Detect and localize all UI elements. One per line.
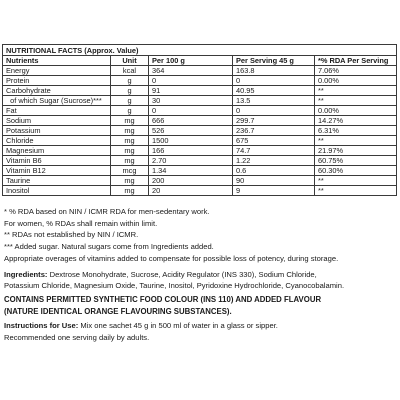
table-row [3,176,397,186]
value-per-100g: 200 [149,176,233,186]
nutrient-unit: mg [111,176,149,186]
contains-line-1: CONTAINS PERMITTED SYNTHETIC FOOD COLOUR (INS 110) AND ADDED FLAVOUR [4,294,322,304]
nutrient-name: Fat [3,106,111,116]
value-per-100g: 1500 [149,136,233,146]
nutrient-unit: g [111,106,149,116]
nutrient-name: Vitamin B12 [3,166,111,176]
value-per-100g: 91 [149,86,233,96]
nutrient-name: Energy [3,66,111,76]
instructions-text-2: Recommended one serving daily by adults. [4,333,150,343]
added-sugar-note: *** Added sugar. Natural sugars come from Ingredients added. [4,242,214,252]
table-row [3,186,397,196]
nutrient-name: Carbohydrate [3,86,111,96]
nutrient-unit: mg [111,156,149,166]
rda-note-2: For women, % RDAs shall remain within limit. [4,218,158,228]
value-per-serving: 74.7 [233,146,315,156]
table-row [3,136,397,146]
ingredients-text-2: Potassium Chloride, Magnesium Oxide, Taurine, Inositol, Pyridoxine Hydrochloride, Cyanocobalamin. [4,281,345,291]
overages-note: Appropriate overages of vitamins added to compensate for possible loss of potency, during storage. [4,253,339,263]
value-per-100g: 1.34 [149,166,233,176]
rda-note-1: * % RDA based on NIN / ICMR RDA for men-sedentary work. [4,207,210,216]
nutrient-name: Protein [3,76,111,86]
value-per-100g: 0 [149,76,233,86]
instructions-label: Instructions for Use: [4,321,79,331]
table-row [3,66,397,76]
rda-percent: 21.97% [315,146,397,156]
nutrient-unit: kcal [111,66,149,76]
value-per-100g: 2.70 [149,156,233,166]
rda-percent: 60.30% [315,166,397,176]
nutrition-panel [2,44,396,196]
instructions-text-1: Mix one sachet 45 g in 500 ml of water in a glass or sipper. [78,321,278,331]
instructions-line-1 [4,320,396,332]
nutrient-name: Chloride [3,136,111,146]
value-per-100g: 30 [149,96,233,106]
value-per-serving: 236.7 [233,126,315,136]
nutrient-unit: g [111,86,149,96]
rda-percent: 60.75% [315,156,397,166]
nutrient-unit: mg [111,126,149,136]
ingredients-label: Ingredients: [4,269,48,279]
nutrient-unit: g [111,96,149,106]
value-per-serving: 90 [233,176,315,186]
nutrient-name: of which Sugar (Sucrose)*** [3,96,111,106]
rda-percent: ** [315,136,397,146]
rda-not-established-note: ** RDAs not established by NIN / ICMR. [4,230,139,240]
value-per-serving: 299.7 [233,116,315,126]
value-per-serving: 0.6 [233,166,315,176]
value-per-100g: 166 [149,146,233,156]
nutrition-table [2,44,397,196]
value-per-serving: 40.95 [233,86,315,96]
value-per-serving: 1.22 [233,156,315,166]
header-per-100g: Per 100 g [149,56,233,66]
ingredients-line-1 [4,269,396,281]
value-per-serving: 0 [233,76,315,86]
nutrient-name: Vitamin B6 [3,156,111,166]
table-header-row [3,56,397,66]
table-title: NUTRITIONAL FACTS (Approx. Value) [3,45,397,56]
nutrient-unit: mcg [111,166,149,176]
rda-percent: 6.31% [315,126,397,136]
table-row [3,166,397,176]
nutrient-unit: mg [111,136,149,146]
contains-line-2: (NATURE IDENTICAL ORANGE FLAVOURING SUBSTANCES). [4,306,232,316]
value-per-100g: 666 [149,116,233,126]
header-nutrients: Nutrients [3,56,111,66]
table-row [3,106,397,116]
table-row [3,126,397,136]
value-per-100g: 0 [149,106,233,116]
value-per-100g: 20 [149,186,233,196]
nutrient-name: Taurine [3,176,111,186]
table-row [3,96,397,106]
table-title-row [3,45,397,56]
rda-percent: ** [315,96,397,106]
table-row [3,86,397,96]
table-body [3,66,397,196]
value-per-serving: 675 [233,136,315,146]
rda-percent: 14.27% [315,116,397,126]
nutrient-name: Potassium [3,126,111,136]
value-per-serving: 163.8 [233,66,315,76]
nutrient-unit: mg [111,146,149,156]
value-per-100g: 526 [149,126,233,136]
value-per-serving: 9 [233,186,315,196]
table-row [3,76,397,86]
nutrient-name: Inositol [3,186,111,196]
header-unit: Unit [111,56,149,66]
table-row [3,116,397,126]
rda-percent: ** [315,86,397,96]
rda-percent: 0.00% [315,76,397,86]
rda-percent: 0.00% [315,106,397,116]
nutrient-unit: mg [111,116,149,126]
nutrient-unit: mg [111,186,149,196]
rda-percent: ** [315,186,397,196]
ingredients-text-1: Dextrose Monohydrate, Sucrose, Acidity Regulator (INS 330), Sodium Chloride, [47,269,317,279]
header-rda: *% RDA Per Serving [315,56,397,66]
rda-percent: 7.06% [315,66,397,76]
nutrient-unit: g [111,76,149,86]
value-per-serving: 13.5 [233,96,315,106]
notes-section [4,206,396,344]
table-row [3,156,397,166]
header-per-serving: Per Serving 45 g [233,56,315,66]
nutrient-name: Magnesium [3,146,111,156]
rda-percent: ** [315,176,397,186]
table-row [3,146,397,156]
value-per-serving: 0 [233,106,315,116]
value-per-100g: 364 [149,66,233,76]
nutrient-name: Sodium [3,116,111,126]
